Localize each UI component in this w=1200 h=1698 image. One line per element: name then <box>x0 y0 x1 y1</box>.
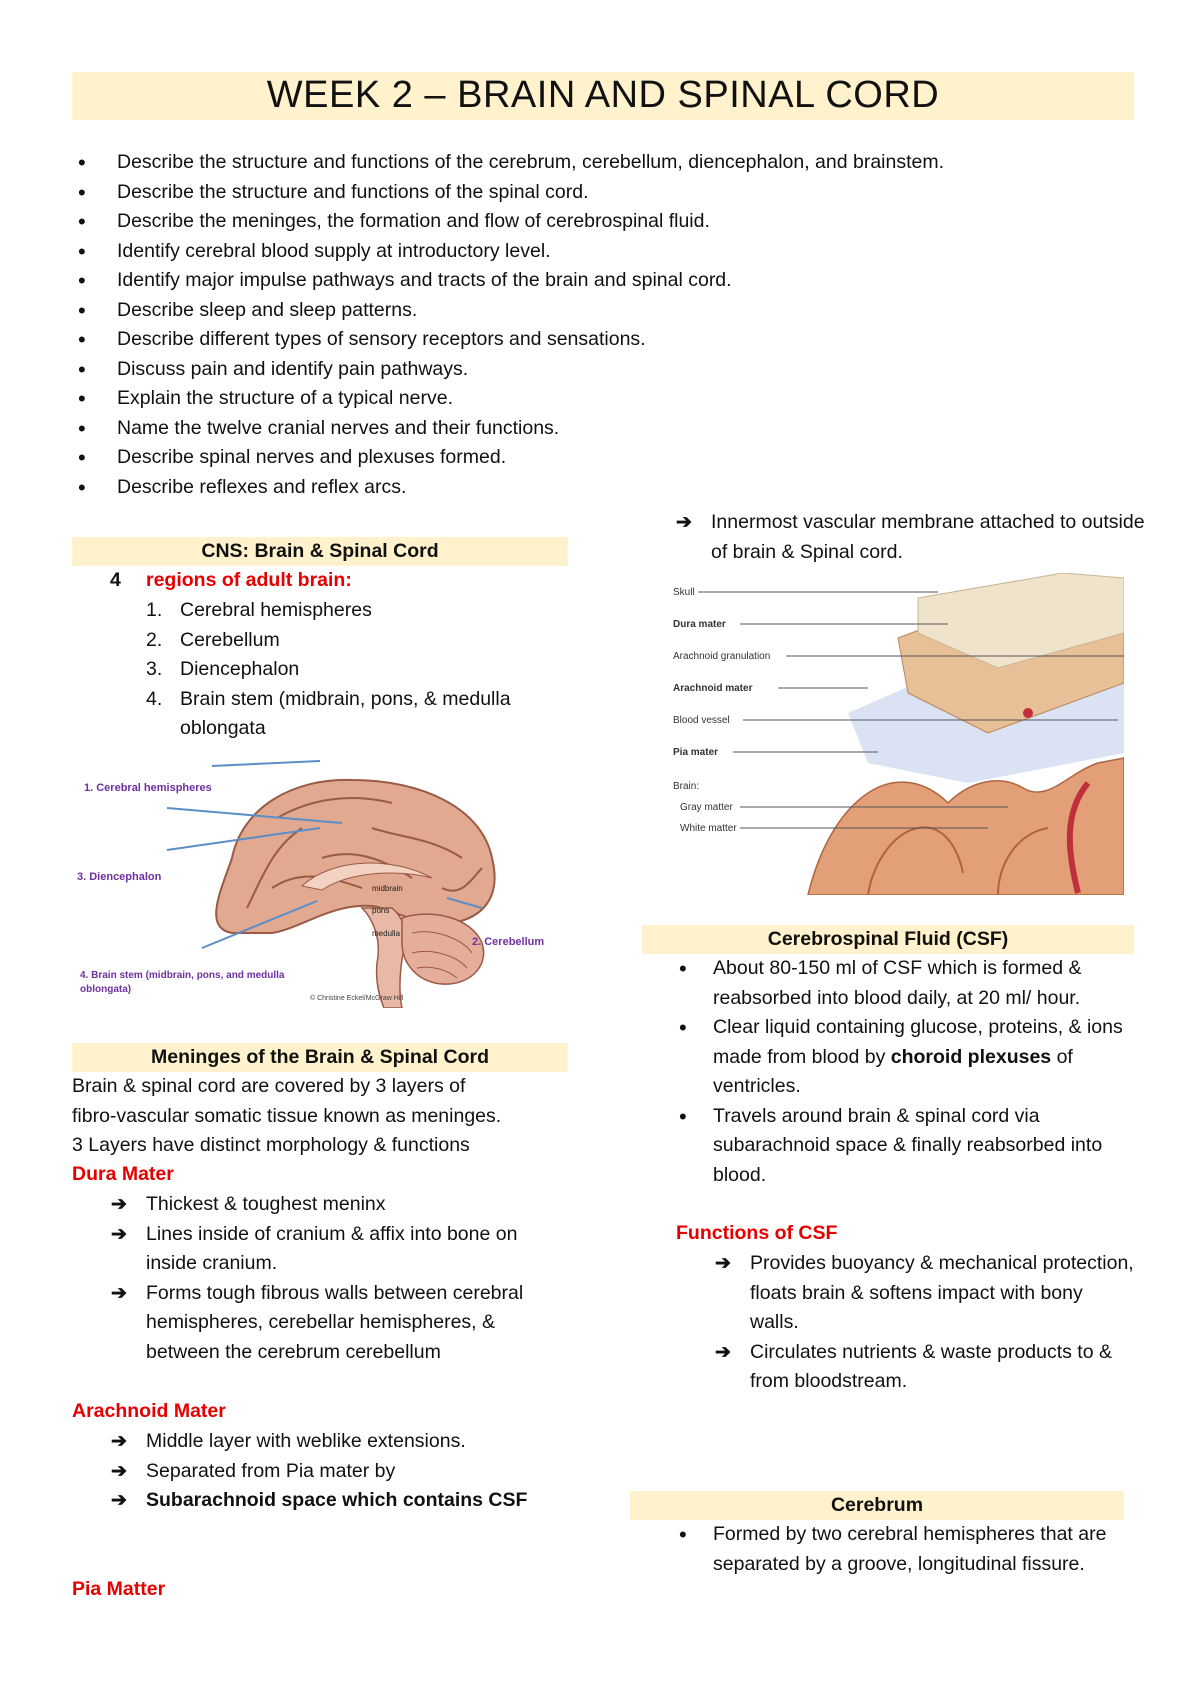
arachnoid-title: Arachnoid Mater <box>72 1400 226 1422</box>
label-pia: Pia mater <box>673 747 719 758</box>
csf-functions-list <box>715 1249 1135 1397</box>
regions-count: 4 <box>110 569 121 591</box>
page-title: WEEK 2 – BRAIN AND SPINAL CORD <box>266 74 940 116</box>
cerebrum-header: Cerebrum <box>630 1491 1124 1520</box>
csf-functions-title: Functions of CSF <box>676 1222 838 1244</box>
objective-item: • Describe reflexes and reflex arcs. <box>72 473 1132 503</box>
label-white: White matter <box>680 823 737 834</box>
objective-item: • Name the twelve cranial nerves and their functions. <box>72 414 1132 444</box>
cerebellum-shape <box>402 914 484 984</box>
objective-item: • Explain the structure of a typical nerve. <box>72 384 1132 414</box>
csf-header: Cerebrospinal Fluid (CSF) <box>642 925 1134 954</box>
dura-title: Dura Mater <box>72 1163 174 1185</box>
cerebrum-item: • Formed by two cerebral hemispheres that are separated by a groove, longitudinal fissure. <box>676 1520 1146 1579</box>
label-diencephalon: 3. Diencephalon <box>77 871 162 883</box>
objective-item: • Identify cerebral blood supply at introductory level. <box>72 237 1132 267</box>
region-item: 3. Diencephalon <box>146 658 300 680</box>
arachnoid-item: ➔ Separated from Pia mater by <box>111 1457 581 1487</box>
arachnoid-item: ➔ Subarachnoid space which contains CSF <box>111 1486 581 1516</box>
regions-list <box>146 596 586 744</box>
objective-item: • Describe the structure and functions of the spinal cord. <box>72 178 1132 208</box>
brain-sagittal-figure <box>72 758 572 1008</box>
cerebrum-shape <box>216 780 494 933</box>
title-bar <box>72 72 1134 120</box>
dura-item: ➔ Forms tough fibrous walls between cerebral hemispheres, cerebellar hemispheres, & between the cerebrum cerebellum <box>111 1279 561 1368</box>
csf-item: • Travels around brain & spinal cord via subarachnoid space & finally reabsorbed into blood. <box>676 1102 1146 1191</box>
label-granulation: Arachnoid granulation <box>673 651 771 662</box>
dura-item: ➔ Lines inside of cranium & affix into bone on inside cranium. <box>111 1220 561 1279</box>
meninges-header: Meninges of the Brain & Spinal Cord <box>72 1043 568 1072</box>
objective-item: • Describe sleep and sleep patterns. <box>72 296 1132 326</box>
region-item: 4. Brain stem (midbrain, pons, & medulla oblongata <box>146 687 511 739</box>
label-brainstem: 4. Brain stem (midbrain, pons, and medulla <box>80 970 285 981</box>
csf-function-item: ➔ Circulates nutrients & waste products to & from bloodstream. <box>715 1338 1135 1397</box>
objectives-list <box>72 148 1132 502</box>
csf-item: • Clear liquid containing glucose, proteins, & ions made from blood by choroid plexuses of ventricles. <box>676 1013 1146 1102</box>
label-arachnoid: Arachnoid mater <box>673 683 753 694</box>
label-gray: Gray matter <box>680 802 733 813</box>
csf-function-item: ➔ Provides buoyancy & mechanical protection, floats brain & softens impact with bony walls. <box>715 1249 1135 1338</box>
label-cerebral: 1. Cerebral hemispheres <box>84 782 212 794</box>
csf-item: • About 80-150 ml of CSF which is formed & reabsorbed into blood daily, at 20 ml/ hour. <box>676 954 1146 1013</box>
figure-credit: © Christine Eckel/McGraw Hill <box>310 995 404 1002</box>
objective-item: • Identify major impulse pathways and tracts of the brain and spinal cord. <box>72 266 1132 296</box>
objective-item: • Describe the structure and functions of the cerebrum, cerebellum, diencephalon, and brainstem. <box>72 148 1132 178</box>
arachnoid-list <box>111 1427 581 1516</box>
meninges-figure <box>668 573 1124 895</box>
dura-item: ➔ Thickest & toughest meninx <box>111 1190 561 1220</box>
region-item: 1. Cerebral hemispheres <box>146 599 372 621</box>
label-brain: Brain: <box>673 781 700 792</box>
label-cerebellum: 2. Cerebellum <box>472 936 545 948</box>
pia-description <box>676 508 1146 567</box>
label-dura: Dura mater <box>673 619 726 630</box>
cns-header: CNS: Brain & Spinal Cord <box>72 537 568 566</box>
objective-item: • Describe different types of sensory receptors and sensations. <box>72 325 1132 355</box>
label-midbrain: midbrain <box>372 884 403 893</box>
pia-desc-item: ➔ Innermost vascular membrane attached to outside of brain & Spinal cord. <box>676 508 1146 567</box>
region-item: 2. Cerebellum <box>146 628 280 651</box>
label-skull: Skull <box>673 587 695 598</box>
brainstem-shape <box>362 908 405 1008</box>
label-pons: pons <box>372 906 390 915</box>
label-brainstem-2: oblongata) <box>80 984 132 995</box>
pia-title: Pia Matter <box>72 1578 166 1600</box>
cerebrum-list <box>676 1520 1146 1579</box>
arachnoid-item: ➔ Middle layer with weblike extensions. <box>111 1427 581 1457</box>
label-vessel: Blood vessel <box>673 715 730 726</box>
csf-list <box>676 954 1146 1190</box>
label-medulla: medulla <box>372 929 401 938</box>
meninges-intro: Brain & spinal cord are covered by 3 layers of fibro-vascular somatic tissue known as meninges. 3 Layers have distinct morphology & functions <box>72 1075 502 1156</box>
objective-item: • Describe spinal nerves and plexuses formed. <box>72 443 1132 473</box>
objective-item: • Discuss pain and identify pain pathways. <box>72 355 1132 385</box>
regions-label: regions of adult brain: <box>146 569 352 591</box>
objective-item: • Describe the meninges, the formation and flow of cerebrospinal fluid. <box>72 207 1132 237</box>
dura-list <box>111 1190 561 1367</box>
